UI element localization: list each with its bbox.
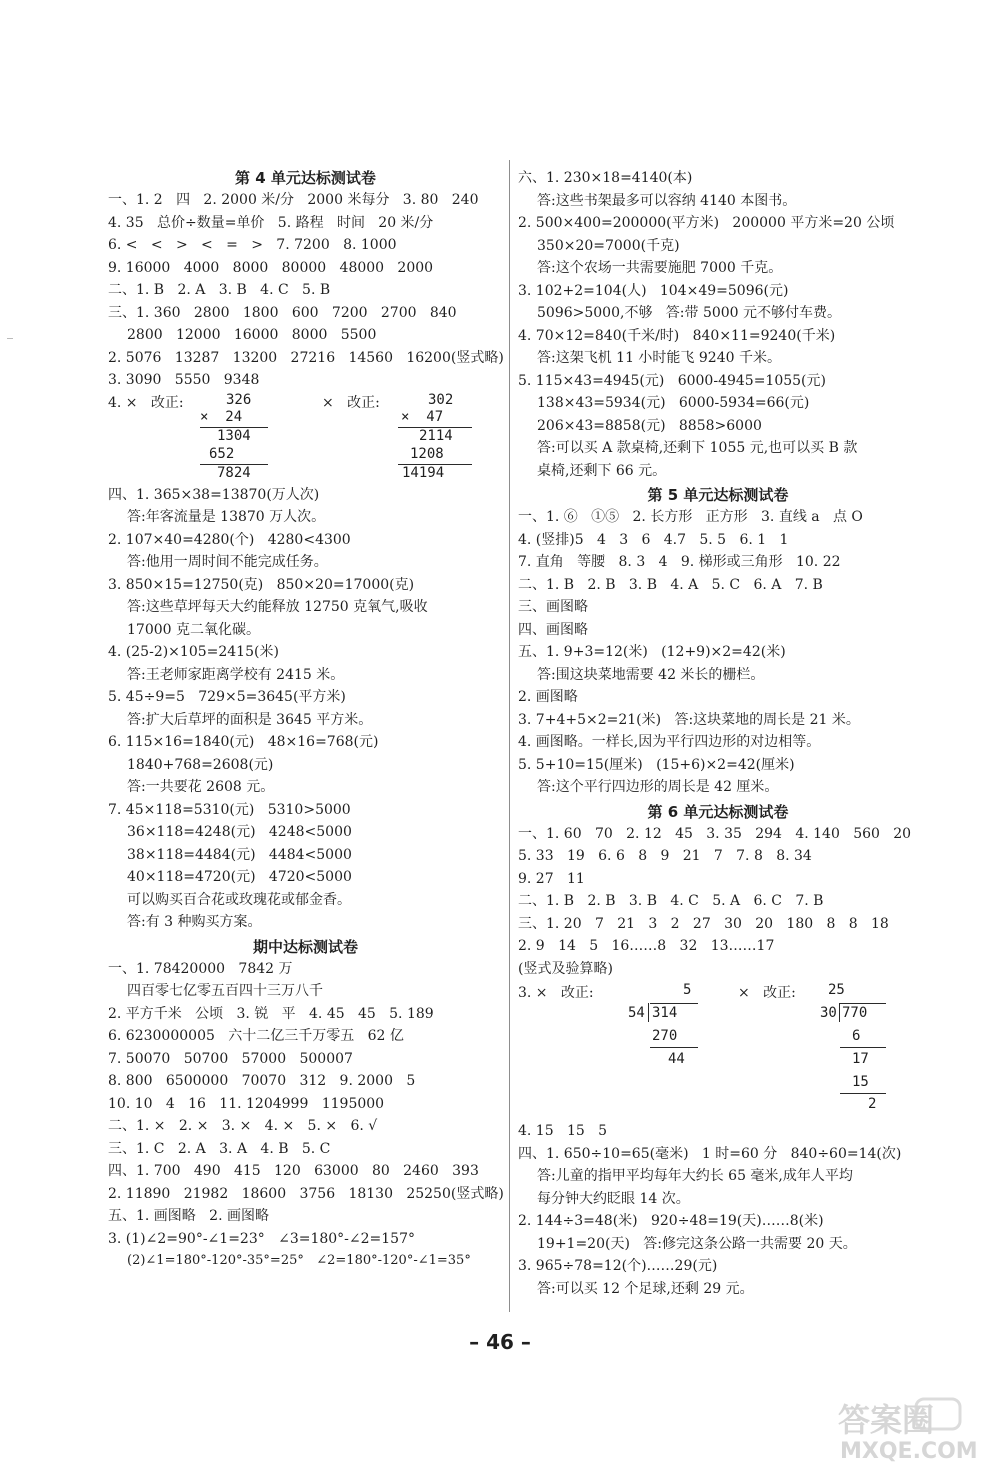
answer-line: 2. 500×400=200000(平方米) 200000 平方米=20 公顷 [518, 215, 895, 231]
division-bracket [648, 1003, 649, 1022]
answer-line: (2)∠1=180°-120°-35°=25° ∠2=180°-120°-∠1=35° [127, 1253, 471, 1268]
answer-line: 答:年客流量是 13870 万人次。 [127, 509, 326, 525]
answer-line: 4. 35 总价÷数量=单价 5. 路程 时间 20 米/分 [108, 214, 434, 231]
answer-line: 3. 3090 5550 9348 [108, 372, 260, 388]
q3-label: 3. × 改正: [518, 985, 594, 1001]
unit5-answers [518, 506, 918, 799]
answer-line: 二、1. × 2. × 3. × 4. × 5. × 6. √ [108, 1118, 378, 1134]
unit6-answers-2 [518, 1120, 918, 1300]
calc-line: 302 [428, 391, 454, 408]
answer-line: 4. 15 15 5 [518, 1123, 608, 1139]
divisor: 30 [820, 1005, 837, 1021]
unit4-part6 [518, 167, 918, 482]
answer-line: 40×118=4720(元) 4720<5000 [127, 869, 352, 885]
calc-line: 6 [852, 1028, 861, 1044]
calc-line: 1208 [410, 445, 444, 462]
calc-line: 2114 [419, 427, 453, 444]
calc-line: 7824 [217, 464, 251, 481]
answer-line: 答:这些草坪每天大约能释放 12750 克氧气,吸收 [127, 599, 428, 615]
answer-line: 2. 9 14 5 16……8 32 13……17 [518, 938, 775, 954]
answer-line: 38×118=4484(元) 4484<5000 [127, 846, 352, 863]
calc-line: 270 [652, 1028, 678, 1044]
answer-line: 三、画图略 [518, 599, 588, 615]
answer-line: 四、画图略 [518, 621, 588, 638]
unit4-answers [108, 189, 503, 392]
answer-line: 五、1. 画图略 2. 画图略 [108, 1208, 269, 1224]
calc-rule [650, 1047, 698, 1048]
answer-line: 答:儿童的指甲平均每年大约长 65 毫米,成年人平均 [537, 1168, 853, 1184]
unit5-title: 第 5 单元达标测试卷 [647, 486, 789, 504]
answer-line: 10. 10 4 16 11. 1204999 1195000 [108, 1095, 385, 1112]
answer-line: 3. 965÷78=12(个)……29(元) [518, 1258, 718, 1274]
divisor: 54 [628, 1005, 645, 1021]
answer-line: 1840+768=2608(元) [127, 756, 274, 773]
unit6-title: 第 6 单元达标测试卷 [647, 802, 789, 821]
answer-line: 138×43=5934(元) 6000-5934=66(元) [537, 395, 810, 411]
answer-line: 3. 7+4+5×2=21(米) 答:这块菜地的周长是 21 米。 [518, 711, 860, 728]
right-column [518, 165, 918, 1300]
answer-line: 2. 画图略 [518, 689, 578, 705]
answer-line: 一、1. ⑥ ①⑤ 2. 长方形 正方形 3. 直线 a 点 O [518, 509, 863, 525]
calc-line: 326 [226, 391, 252, 408]
answer-line: 可以购买百合花或玫瑰花或郁金香。 [127, 891, 351, 908]
answer-line: 350×20=7000(千克) [537, 237, 680, 254]
answer-line: 答:围这块菜地需要 42 米长的栅栏。 [537, 666, 765, 683]
answer-line: 2. 平方千米 公顷 3. 锐 平 4. 45 45 5. 189 [108, 1005, 434, 1022]
calc-line: × 24 [200, 408, 243, 425]
remainder: 44 [668, 1051, 685, 1067]
quotient: 25 [828, 982, 845, 998]
watermark-logo [798, 1395, 978, 1465]
answer-line: 答:可以买 A 款桌椅,还剩下 1055 元,也可以买 B 款 [537, 440, 858, 456]
answer-line: 6. 6230000005 六十二亿三千万零五 62 亿 [108, 1028, 404, 1044]
answer-line: 9. 16000 4000 8000 80000 48000 2000 [108, 259, 434, 276]
answer-line: 4. (25-2)×105=2415(米) [108, 644, 279, 660]
answer-line: 5. 5+10=15(厘米) (15+6)×2=42(厘米) [518, 756, 795, 773]
answer-line: 3. (1)∠2=90°-∠1=23° ∠3=180°-∠2=157° [108, 1230, 415, 1247]
calc-line: 1304 [217, 427, 251, 444]
answer-line: 4. (竖排)5 4 3 6 4.7 5. 5 6. 1 1 [518, 531, 789, 548]
answer-line: 二、1. B 2. B 3. B 4. C 5. A 6. C 7. B [518, 893, 824, 909]
answer-line: 三、1. C 2. A 3. A 4. B 5. C [108, 1140, 331, 1157]
answer-line: 7. 50070 50700 57000 500007 [108, 1050, 353, 1067]
answer-line: 4. 画图略。一样长,因为平行四边形的对边相等。 [518, 734, 821, 750]
answer-line: 答:王老师家距离学校有 2415 米。 [127, 666, 345, 683]
calc-line: 17 [852, 1051, 869, 1067]
left-column [108, 165, 503, 1273]
watermark-bottom: MXQE.COM [840, 1439, 978, 1464]
midterm-answers [108, 958, 503, 1273]
answer-line: 2800 12000 16000 8000 5500 [127, 327, 377, 343]
remainder: 2 [868, 1096, 877, 1112]
vertical-multiplication [108, 392, 503, 484]
long-division [518, 980, 918, 1120]
answer-line: 8. 800 6500000 70070 312 9. 2000 5 [108, 1073, 416, 1089]
answer-line: 答:这些书架最多可以容纳 4140 本图书。 [537, 192, 797, 209]
answer-line: 每分钟大约眨眼 14 次。 [537, 1190, 690, 1207]
q3-label-2: × 改正: [738, 985, 796, 1001]
answer-line: 桌椅,还剩下 66 元。 [537, 462, 667, 479]
unit4-title: 第 4 单元达标测试卷 [235, 169, 376, 187]
answer-line: 2. 11890 21982 18600 3756 18130 25250(竖式略) [108, 1185, 504, 1202]
answer-line: 答:这个农场一共需要施肥 7000 千克。 [537, 260, 783, 276]
answer-line: 一、1. 78420000 7842 万 [108, 960, 293, 977]
answer-line: 六、1. 230×18=4140(本) [518, 170, 693, 186]
answer-line: 答:扩大后草坪的面积是 3645 平方米。 [127, 711, 373, 728]
answer-line: 三、1. 20 7 21 3 2 27 30 20 180 8 8 18 [518, 915, 889, 932]
answer-line: 四、1. 700 490 415 120 63000 80 2460 393 [108, 1163, 479, 1179]
answer-line: 一、1. 60 70 2. 12 45 3. 35 294 4. 140 560 20 [518, 825, 912, 842]
answer-line: 6. < < > < = > 7. 7200 8. 1000 [108, 237, 397, 253]
calc-line: 14194 [402, 464, 445, 481]
answer-line: 5096>5000,不够 答:带 5000 元不够付车费。 [537, 305, 842, 321]
calc-line: × 47 [401, 408, 444, 425]
answer-line: 7. 直角 等腰 8. 3 4 9. 梯形或三角形 10. 22 [518, 554, 841, 570]
answer-line: (竖式及验算略) [518, 960, 613, 977]
answer-line: 2. 5076 13287 13200 27216 14560 16200(竖式略) [108, 349, 504, 366]
calc-line: 15 [852, 1074, 869, 1090]
column-divider [509, 160, 510, 1312]
answer-line: 9. 27 11 [518, 870, 585, 887]
answer-line: 3. 850×15=12750(克) 850×20=17000(克) [108, 576, 415, 593]
answer-line: 二、1. B 2. A 3. B 4. C 5. B [108, 282, 331, 298]
midterm-title: 期中达标测试卷 [252, 937, 358, 956]
answer-line: 五、1. 9+3=12(米) (12+9)×2=42(米) [518, 644, 786, 660]
answer-line: 三、1. 360 2800 1800 600 7200 2700 840 [108, 304, 457, 321]
answer-line: 5. 115×43=4945(元) 6000-4945=1055(元) [518, 372, 826, 389]
answer-line: 19+1=20(天) 答:修完这条公路一共需要 20 天。 [537, 1235, 857, 1252]
answer-line: 5. 45÷9=5 729×5=3645(平方米) [108, 689, 346, 705]
answer-line: 6. 115×16=1840(元) 48×16=768(元) [108, 734, 379, 750]
answer-line: 答:这个平行四边形的周长是 42 厘米。 [537, 779, 779, 795]
answer-line: 206×43=8858(元) 8858>6000 [537, 417, 762, 434]
calc-line: 652 [209, 445, 235, 462]
division-bar [650, 1003, 698, 1004]
answer-line: 四百零七亿零五百四十三万八千 [127, 983, 323, 999]
answer-line: 答:一共要花 2608 元。 [127, 779, 275, 795]
division-bar [840, 1003, 886, 1004]
answer-line: 7. 45×118=5310(元) 5310>5000 [108, 801, 351, 818]
answer-line: 17000 克二氧化碳。 [127, 621, 260, 638]
answer-line: 答:他用一周时间不能完成任务。 [127, 554, 328, 570]
calc-rule [840, 1047, 886, 1048]
answer-line: 5. 33 19 6. 6 8 9 21 7 7. 8 8. 34 [518, 848, 812, 864]
dividend: 770 [842, 1005, 868, 1021]
scan-mark [7, 338, 13, 339]
answer-line: 四、1. 650÷10=65(毫米) 1 时=60 分 840÷60=14(次) [518, 1145, 902, 1162]
answer-line: 答:有 3 种购买方案。 [127, 914, 262, 930]
dividend: 314 [652, 1005, 678, 1021]
q4-label-2: × 改正: [322, 394, 380, 411]
answer-line: 3. 102+2=104(人) 104×49=5096(元) [518, 282, 789, 299]
calc-rule [840, 1093, 886, 1094]
unit4-part4 [108, 484, 503, 934]
page-number: – 46 – [469, 1330, 531, 1354]
quotient: 5 [683, 982, 692, 998]
answer-line: 36×118=4248(元) 4248<5000 [127, 824, 352, 840]
answer-line: 答:可以买 12 个足球,还剩 29 元。 [537, 1280, 754, 1297]
unit6-answers [518, 823, 918, 981]
q4-label: 4. × 改正: [108, 394, 184, 411]
watermark-top: 答案圈 [838, 1401, 935, 1439]
answer-line: 4. 70×12=840(千米/时) 840×11=9240(千米) [518, 327, 836, 344]
answer-line: 二、1. B 2. B 3. B 4. A 5. C 6. A 7. B [518, 576, 823, 593]
answer-line: 2. 144÷3=48(米) 920÷48=19(天)……8(米) [518, 1213, 824, 1229]
division-bracket [839, 1003, 840, 1022]
answer-line: 四、1. 365×38=13870(万人次) [108, 486, 320, 503]
answer-line: 2. 107×40=4280(个) 4280<4300 [108, 531, 351, 548]
answer-line: 一、1. 2 四 2. 2000 米/分 2000 米每分 3. 80 240 [108, 192, 479, 208]
answer-line: 答:这架飞机 11 小时能飞 9240 千米。 [537, 350, 781, 366]
